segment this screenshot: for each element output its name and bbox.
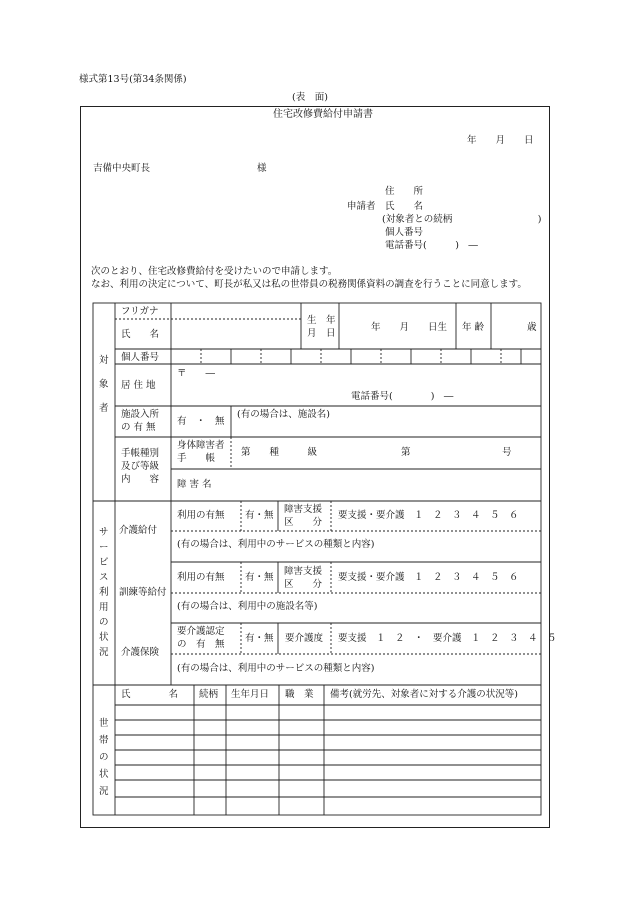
- birth-value[interactable]: 年 月 日生: [371, 322, 448, 333]
- training-benefit-usage-label: 利用の有無: [177, 572, 225, 583]
- household-col-occupation: 職 業: [285, 689, 314, 700]
- care-insurance-level-label: 要介護度: [285, 633, 324, 644]
- facility-note: (有の場合は、施設名): [237, 409, 330, 420]
- facility-label-1: 施設入所: [121, 409, 160, 420]
- service-section-label: サービス利用の状況: [99, 527, 109, 658]
- facility-label-2: の 有 無: [121, 422, 156, 433]
- application-form: [80, 106, 557, 828]
- subject-name-label: 氏 名: [121, 329, 160, 340]
- applicant-relation[interactable]: (対象者との続柄 ): [382, 214, 542, 225]
- training-benefit-level-value[interactable]: 要支援・要介護 １ ２ ３ ４ ５ ６: [338, 572, 519, 583]
- care-insurance-label: 介護保険: [121, 647, 160, 658]
- residence-label: 居 住 地: [121, 380, 156, 391]
- training-benefit-level-label-1: 障害支援: [284, 566, 323, 577]
- handbook-number-suffix: 号: [502, 447, 512, 458]
- training-benefit-label: 訓練等給付: [119, 587, 167, 598]
- birth-label-1: 生 年: [307, 315, 336, 326]
- care-benefit-note: (有の場合は、利用中のサービスの種類と内容): [177, 539, 375, 550]
- form-number: 様式第13号(第34条関係): [79, 74, 187, 85]
- intro-line-2: なお、利用の決定について、町長が私又は私の世帯員の税務関係資料の調査を行うことに同意します。: [91, 279, 527, 290]
- addressee-honorific: 様: [257, 163, 267, 174]
- age-label: 年 齢: [462, 322, 485, 333]
- subject-section-label: 対象者: [99, 355, 109, 414]
- intro-line-1: 次のとおり、住宅改修費給付を受けたいので申請します。: [91, 266, 338, 277]
- date-line[interactable]: 年 月 日: [467, 135, 534, 146]
- page-side-label: (表 面): [292, 92, 328, 103]
- care-benefit-level-value[interactable]: 要支援・要介護 １ ２ ３ ４ ５ ６: [338, 510, 519, 521]
- physical-handbook-label-1: 身体障害者: [177, 440, 225, 451]
- applicant-label: 申請者: [347, 201, 376, 212]
- care-insurance-usage-label-2: の 有 無: [177, 639, 225, 650]
- handbook-label-2: 及び等級: [121, 461, 160, 472]
- postal-code[interactable]: 〒 ―: [177, 368, 216, 379]
- physical-handbook-grade[interactable]: 第 種 級: [241, 447, 318, 458]
- handbook-label-3: 内 容: [121, 474, 160, 485]
- household-col-notes: 備考(就労先、対象者に対する介護の状況等): [330, 689, 518, 700]
- personal-number-label: 個人番号: [121, 352, 160, 363]
- training-benefit-note: (有の場合は、利用中の施設名等): [177, 601, 318, 612]
- form-title: 住宅改修費給付申請書: [273, 109, 373, 120]
- handbook-label-1: 手帳種別: [121, 448, 160, 459]
- household-col-name: 氏 名: [121, 689, 179, 700]
- care-insurance-level-value[interactable]: 要支援 １ ２ ・ 要介護 １ ２ ３ ４ ５: [338, 633, 557, 644]
- birth-label-2: 月 日: [307, 328, 336, 339]
- disability-name-label: 障 害 名: [177, 479, 212, 490]
- physical-handbook-label-2: 手 帳: [177, 453, 216, 464]
- care-insurance-usage-label-1: 要介護認定: [177, 626, 225, 637]
- care-benefit-label: 介護給付: [119, 525, 158, 536]
- furigana-label: フリガナ: [121, 306, 159, 317]
- residence-phone[interactable]: 電話番号( ) ―: [351, 391, 454, 402]
- household-col-birthdate: 生年月日: [231, 689, 270, 700]
- care-benefit-usage-label: 利用の有無: [177, 510, 225, 521]
- training-benefit-choice[interactable]: 有・無: [245, 572, 274, 583]
- household-section-label: 世帯の状況: [99, 718, 109, 797]
- applicant-address-label: 住 所: [385, 186, 424, 197]
- household-col-relation: 続柄: [199, 689, 219, 700]
- training-benefit-level-label-2: 区 分: [284, 579, 323, 590]
- care-insurance-note: (有の場合は、利用中のサービスの種類と内容): [177, 663, 375, 674]
- care-insurance-choice[interactable]: 有・無: [245, 633, 274, 644]
- applicant-name-label: 氏 名: [385, 201, 424, 212]
- applicant-personal-number[interactable]: 個人番号: [385, 227, 424, 238]
- addressee-name: 吉備中央町長: [93, 163, 151, 174]
- facility-choice[interactable]: 有 ・ 無: [177, 416, 225, 427]
- age-unit: 歳: [527, 322, 537, 333]
- handbook-number-prefix: 第: [401, 447, 411, 458]
- care-benefit-level-label-1: 障害支援: [284, 504, 323, 515]
- care-benefit-level-label-2: 区 分: [284, 517, 323, 528]
- applicant-phone[interactable]: 電話番号( ) ―: [385, 240, 478, 251]
- care-benefit-choice[interactable]: 有・無: [245, 510, 274, 521]
